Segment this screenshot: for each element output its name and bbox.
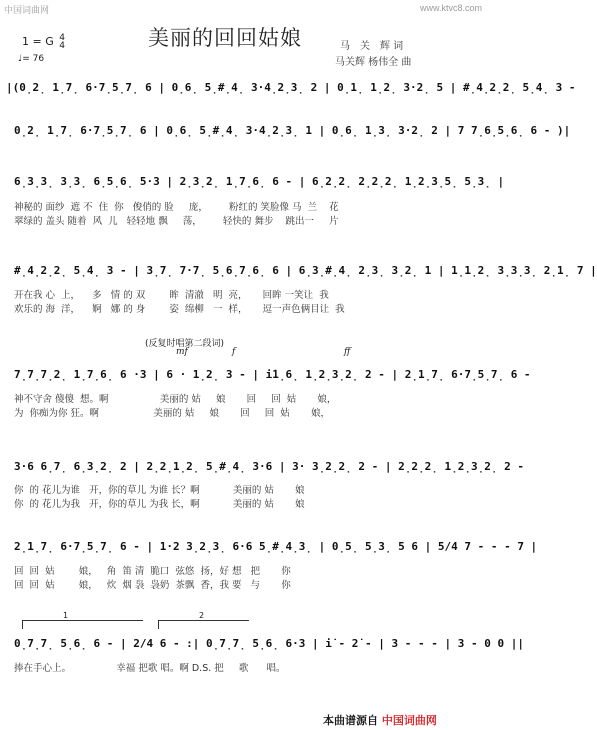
volta-bracket-1 bbox=[22, 611, 143, 629]
repeat-note: (反复时唱第二段词) bbox=[145, 339, 225, 349]
volta-bracket-2 bbox=[158, 611, 249, 629]
lyric-line-7b: 回 回 姑 娘， 炊 烟 袅 袅奶 茶飘 香，我 要 与 你 bbox=[14, 580, 291, 591]
footer-brand[interactable]: 中国词曲网 bbox=[381, 714, 437, 727]
volta-number-2: 2 bbox=[199, 611, 205, 620]
staff-line-6: 3·6 6̣7̣ 6̣3̣2̣ 2 | 2̣2̣1̣2̣ 5̣#̣4̣ 3·6 | 3· 3̣2̣2̣ 2 - | 2̣2̣2̣ 1̣2̣3̣2̣ 2 - bbox=[14, 460, 524, 473]
site-watermark-right: www.ktvc8.com bbox=[420, 3, 483, 13]
staff-line-8: 0̣7̣7̣ 5̣6̣ 6 - | 2/4 6 - :| 0̣7̣7̣ 5̣6̣ 6·3 | i̇ - 2̇ - | 3 - - - | 3 - 0 0 || bbox=[14, 637, 524, 650]
dynamic-mf: mf bbox=[176, 347, 188, 357]
footer-prefix: 本曲谱源自 bbox=[323, 714, 378, 727]
key-signature bbox=[22, 34, 65, 50]
tempo-marking: ♩= 76 bbox=[18, 54, 45, 64]
staff-line-2: 0̣2̣ 1̣7̣ 6·7̣5̣7̣ 6 | 0̣6̣ 5̣#̣4̣ 3·4̣2̣3̣ 1 | 0̣6̣ 1̣3̣ 3·2̣ 2 | 7 7̣6̣5̣6̣ 6 - )| bbox=[14, 124, 571, 137]
site-watermark-left: 中国词曲网 bbox=[4, 5, 50, 15]
lyric-line-5a: 神不守舍 傻傻 想。啊 美丽的 姑 娘 回 回 姑 娘， bbox=[14, 394, 337, 405]
song-title: 美丽的回回姑娘 bbox=[148, 26, 302, 50]
volta-number-1: 1 bbox=[63, 611, 69, 620]
lyric-line-5b: 为 你痴为你 狂。啊 美丽的 姑 娘 回 回 姑 娘， bbox=[14, 408, 330, 419]
staff-line-1: |(0̣2̣ 1̣7̣ 6·7̣5̣7̣ 6 | 0̣6̣ 5̣#̣4̣ 3·4̣2̣3̣ 2 | 0̣1̣ 1̣2̣ 3·2̣ 5 | #̣4̣2̣2̣ 5̣4̣ 3 - bbox=[6, 81, 576, 94]
time-signature bbox=[59, 34, 65, 50]
lyric-line-3b: 翠绿的 盖头 随着 风 儿 轻轻地 飘 荡， 轻快的 舞步 跳出一 片 bbox=[14, 216, 339, 227]
lyric-line-8: 捧在手心上。 幸福 把歌 唱。啊 D.S. 把 歌 唱。 bbox=[14, 663, 286, 674]
dynamic-f: f bbox=[232, 347, 236, 357]
time-signature-bottom: 4 bbox=[59, 41, 65, 51]
lyric-line-7a: 回 回 姑 娘， 角 笛 清 脆口 弦悠 扬，好 想 把 你 bbox=[14, 566, 291, 577]
footer-source bbox=[323, 712, 437, 728]
lyric-line-4a: 开在我 心 上， 多 情 的 双 眸 清澈 明 亮， 回眸 一笑让 我 bbox=[14, 290, 329, 301]
lyric-line-3a: 神秘的 面纱 遮 不 住 你 俊俏的 脸 庞， 粉红的 笑脸像 马 兰 花 bbox=[14, 202, 339, 213]
dynamic-ff: ff bbox=[344, 347, 351, 357]
lyric-line-6b: 你 的 花儿为我 开，你的草儿 为我 长，啊 美丽的 姑 娘 bbox=[14, 499, 305, 510]
staff-line-5: 7̣7̣7̣2̣ 1̣7̣6̣ 6 ·3 | 6 · 1̣2̣ 3 - | i̇1̣6̣ 1̣2̣3̣2̣ 2 - | 2̣1̣7̣ 6·7̣5̣7̣ 6 - bbox=[14, 368, 531, 381]
staff-line-4: #̣4̣2̣2̣ 5̣4̣ 3 - | 3̣7̣ 7·7̣ 5̣6̣7̣6̣ 6 | 6̣3̣#̣4̣ 2̣3̣ 3̣2̣ 1 | 1̣1̣2̣ 3̣3̣3̣ 2̣1̣ 7 | bbox=[14, 264, 597, 277]
time-signature-top: 4 bbox=[59, 33, 65, 43]
lyric-line-6a: 你 的 花儿为谁 开，你的草儿 为谁 长？啊 美丽的 姑 娘 bbox=[14, 485, 305, 496]
composer-credit: 马关辉 杨伟全 曲 bbox=[335, 57, 412, 68]
key-label: 1 = G bbox=[22, 35, 54, 48]
lyricist-credit: 马 关 辉 词 bbox=[340, 41, 404, 52]
lyric-line-4b: 欢乐的 海 洋， 婀 娜 的 身 姿 绵柳 一 样， 逗一声色俩目让 我 bbox=[14, 304, 345, 315]
staff-line-3: 6̣3̣3̣ 3̣3̣ 6̣5̣6̣ 5·3 | 2̣3̣2̣ 1̣7̣6̣ 6 - | 6̣2̣2̣ 2̣2̣2̣ 1̣2̣3̣5̣ 5̣3̣ | bbox=[14, 175, 505, 188]
staff-line-7: 2̣1̣7̣ 6·7̣5̣7̣ 6 - | 1·2 3̣2̣3̣ 6·6 5̣#̣4̣3̣ | 0̣5̣ 5̣3̣ 5 6 | 5/4 7 - - - 7 | bbox=[14, 540, 538, 553]
